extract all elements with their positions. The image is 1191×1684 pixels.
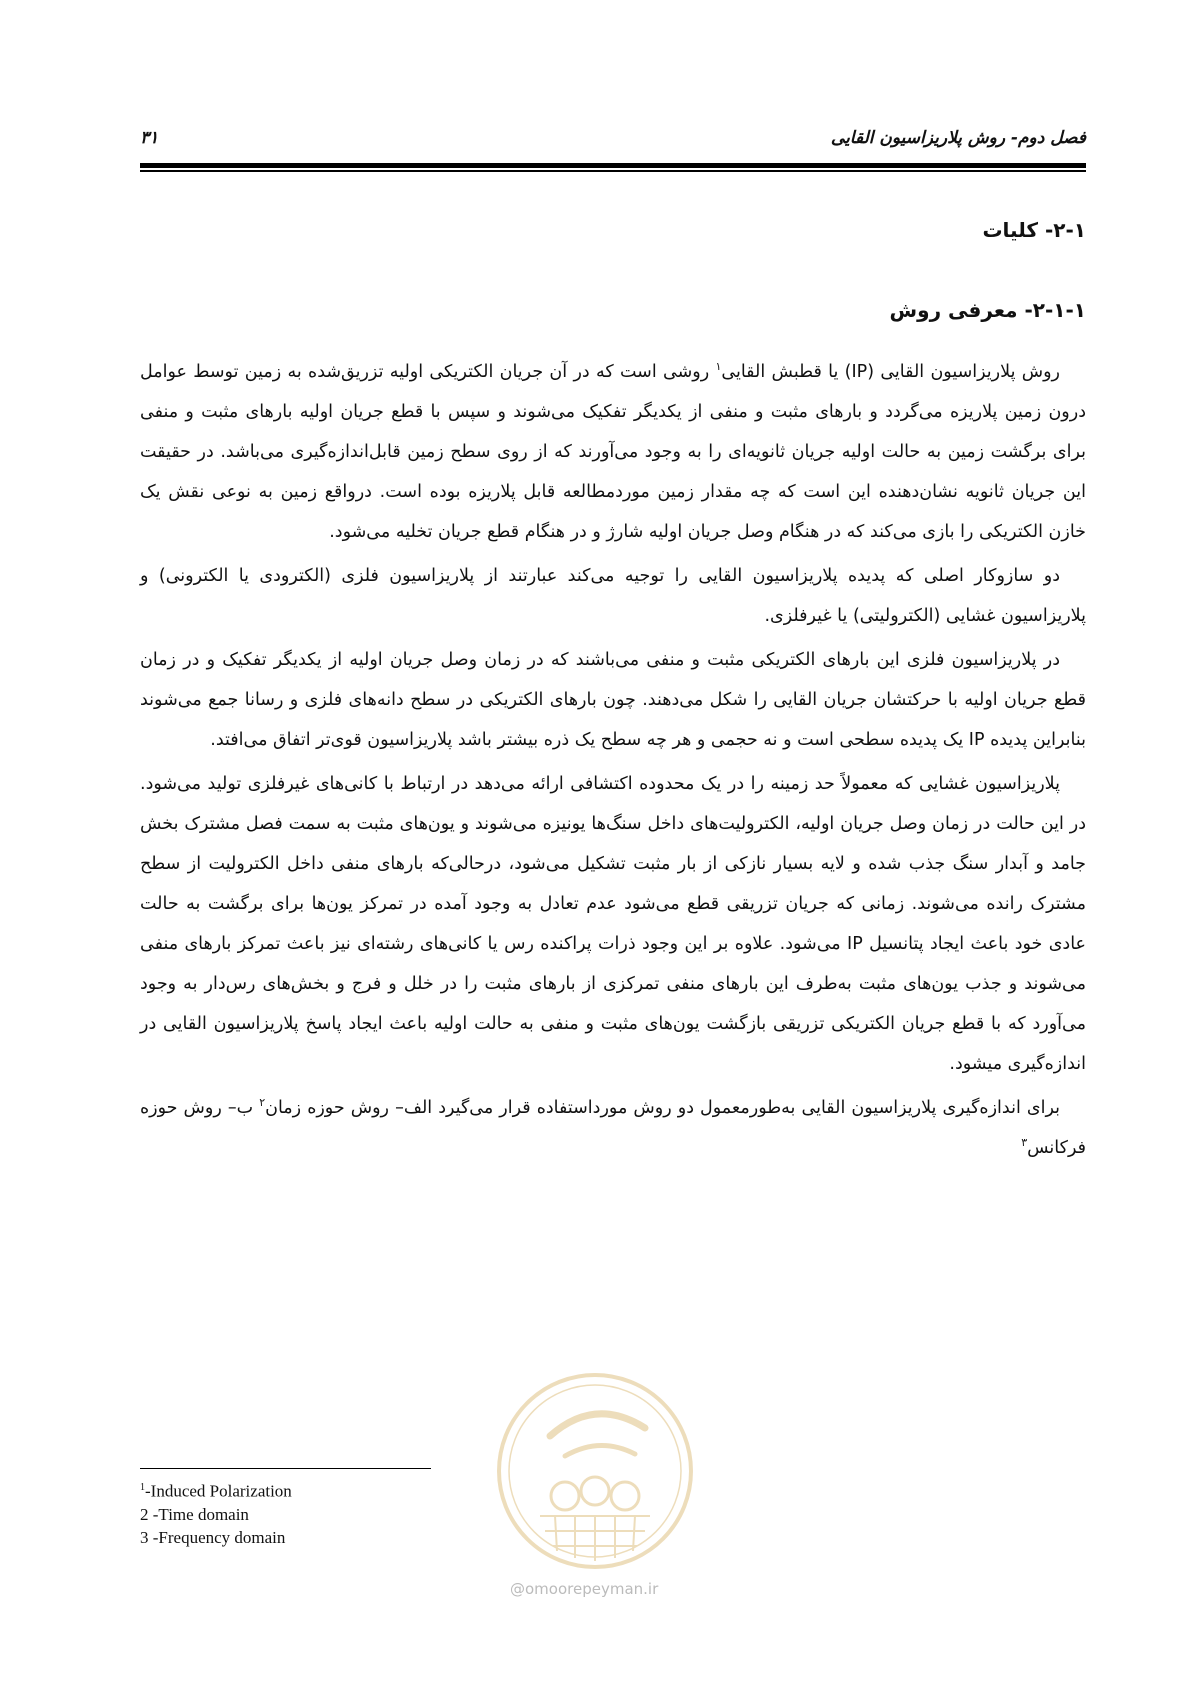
- footnote-separator: [140, 1468, 431, 1469]
- body-text: [140, 352, 1086, 1172]
- footnote-1: [140, 1476, 292, 1503]
- header-rule-thick: [140, 163, 1086, 168]
- header-rule-thin: [140, 170, 1086, 172]
- footnote-1-text: -Induced Polarization: [145, 1481, 292, 1501]
- footnote-ref-1: ۱: [715, 360, 722, 374]
- footnote-3: 3 -Frequency domain: [140, 1527, 286, 1547]
- watermark-logo-icon: [495, 1366, 695, 1576]
- section-heading: ۲-۱- کلیات: [982, 218, 1086, 242]
- footnote-1-number: 1: [140, 1482, 145, 1493]
- subsection-heading: ۲-۱-۱- معرفی روش: [889, 298, 1086, 322]
- paragraph-1-rest: روشی است که در آن جریان الکتریکی اولیه تزریق‌شده به زمین توسط عوامل درون زمین پلاریزه می‌گردد و بارهای مثبت و منفی از یکدیگر تفکیک می‌شوند و سپس با قطع جریان اولیه بارهای مثبت و منفی برای برگشت زمین به حالت اولیه جریان ثانویه‌ای را به وجود می‌آورند که از روی سطح زمین قابل‌اندازه‌گیری می‌باشد. در حقیقت این جریان ثانویه نشان‌دهنده این است که چه مقدار زمین موردمطالعه قابل پلاریزه بوده است. درواقع زمین به نوعی نقش یک خازن الکتریکی را بازی می‌کند که در هنگام وصل جریان اولیه شارژ و در هنگام قطع جریان تخلیه می‌شود.: [140, 362, 1086, 542]
- paragraph-3: در پلاریزاسیون فلزی این بارهای الکتریکی مثبت و منفی می‌باشند که در زمان وصل جریان اولیه از یکدیگر تفکیک و در زمان قطع جریان اولیه با حرکتشان جریان القایی را شکل می‌دهند. چون بارهای الکتریکی در سطح دانه‌های فلزی و رسانا جمع می‌شوند بنابراین پدیده IP یک پدیده سطحی است و نه حجمی و هر چه سطح یک ذره بیشتر باشد پلاریزاسیون قوی‌تر اتفاق می‌افتد.: [140, 650, 1086, 750]
- paragraph-2: دو سازوکار اصلی که پدیده پلاریزاسیون القایی را توجیه می‌کند عبارتند از پلاریزاسیون فلزی (الکترودی یا الکترونی) و پلاریزاسیون غشایی (الکترولیتی) یا غیرفلزی.: [140, 566, 1086, 626]
- footnote-ref-3: ۳: [1021, 1136, 1028, 1150]
- paragraph-5-rest: ب– روش حوزه فرکانس: [140, 1098, 1086, 1158]
- page-header: [140, 128, 1086, 158]
- page-number: ۳۱: [140, 128, 159, 148]
- paragraph-1: [140, 352, 1086, 552]
- paragraph-5: [140, 1088, 1086, 1168]
- footnotes: [140, 1476, 292, 1549]
- watermark-url: @omoorepeyman.ir: [510, 1580, 659, 1598]
- paragraph-4: پلاریزاسیون غشایی که معمولاً حد زمینه را در یک محدوده اکتشافی ارائه می‌دهد در ارتباط با کانی‌های غیرفلزی تولید می‌شود. در این حالت در زمان وصل جریان اولیه، الکترولیت‌های داخل سنگ‌ها یونیزه می‌شوند و یون‌های مثبت به سمت فصل مشترک بخش جامد و آبدار سنگ جذب شده و لایه بسیار نازکی از بار مثبت تشکیل می‌شود، درحالی‌که بارهای منفی داخل الکترولیت از سطح مشترک رانده می‌شوند. زمانی که جریان تزریقی قطع می‌شود عدم تعادل به وجود آمده در تمرکز یون‌ها برای برگشت به حالت عادی خود باعث ایجاد پتانسیل IP می‌شود. علاوه بر این وجود ذرات پراکنده رس یا کانی‌های رشته‌ای نیز باعث تمرکز بارهای منفی می‌شوند و جذب یون‌های مثبت به‌طرف این بارهای منفی تمرکزی از بارهای مثبت را در خلل و فرج و بخش‌های رس‌دار به وجود می‌آورد که با قطع جریان الکتریکی تزریقی بازگشت یون‌های مثبت و منفی به حالت اولیه باعث ایجاد پاسخ پلاریزاسیون القایی در اندازه‌گیری میشود.: [140, 774, 1086, 1074]
- paragraph-1-start: روش پلاریزاسیون القایی (IP) یا قطبش القایی: [721, 362, 1060, 382]
- footnote-ref-2: ۲: [259, 1096, 266, 1110]
- chapter-title: فصل دوم- روش پلاریزاسیون القایی: [830, 128, 1086, 148]
- paragraph-5-start: برای اندازه‌گیری پلاریزاسیون القایی به‌طورمعمول دو روش مورداستفاده قرار می‌گیرد الف– روش حوزه زمان: [265, 1098, 1060, 1118]
- footnote-2: 2 -Time domain: [140, 1504, 249, 1524]
